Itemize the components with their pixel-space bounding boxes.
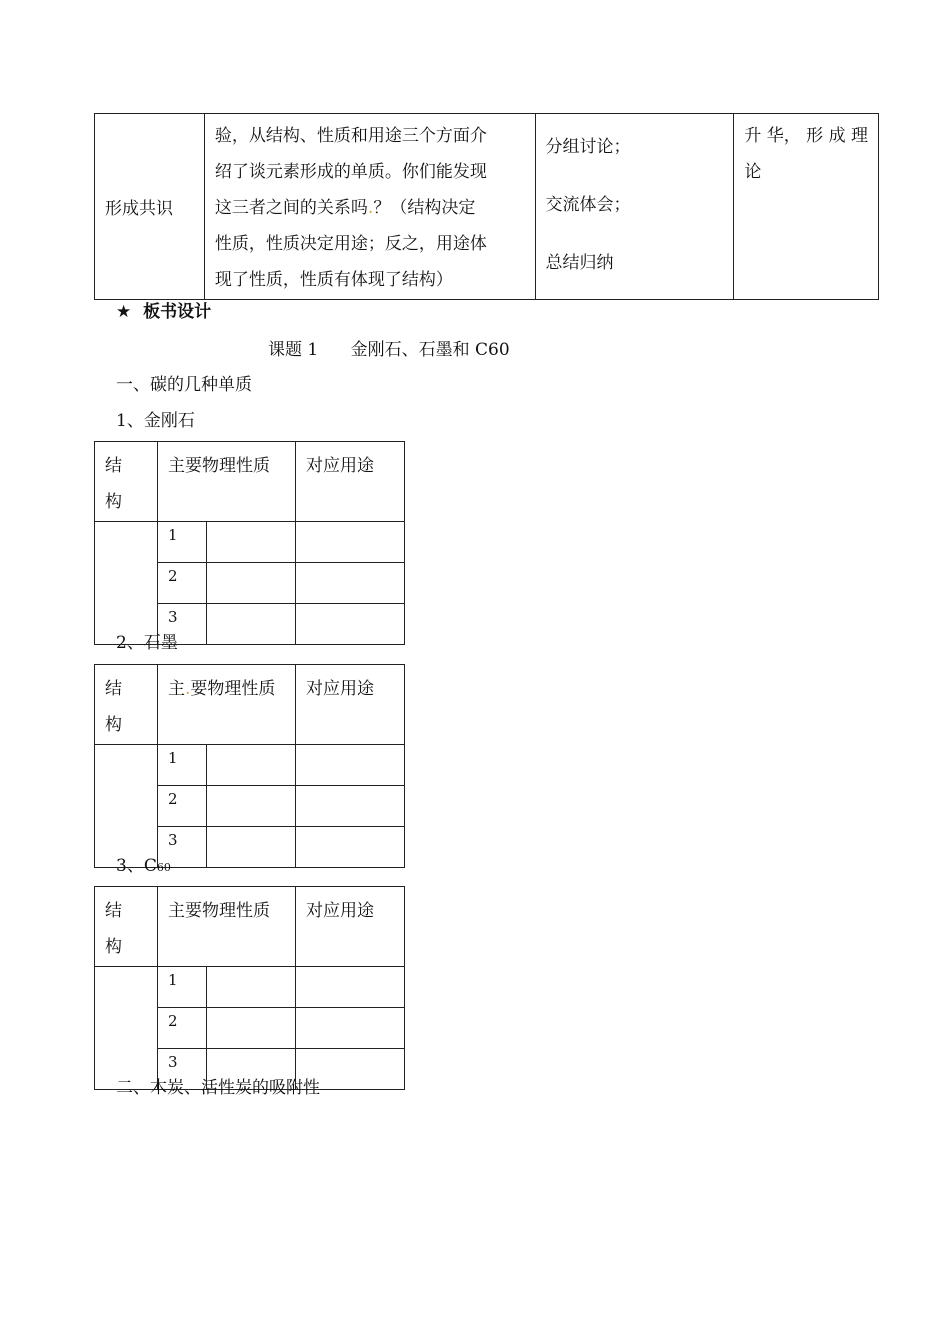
use-header: 对应用途 — [296, 887, 405, 967]
summary-label: 形成共识 — [105, 199, 173, 219]
activity-cell — [535, 114, 734, 300]
use-cell — [296, 522, 405, 563]
struct-header-cell: 结 构 — [95, 887, 158, 967]
prop-cell — [207, 563, 296, 604]
row-number: 1 — [158, 522, 207, 563]
row-number: 1 — [158, 745, 207, 786]
prop-cell — [207, 604, 296, 645]
heading-adsorption: 二、木炭、活性炭的吸附性 — [116, 1078, 320, 1098]
row-number: 1 — [158, 967, 207, 1008]
subheading-diamond: 1、金刚石 — [116, 411, 195, 431]
heading-carbon-elements: 一、碳的几种单质 — [116, 375, 252, 395]
props-header: 主要物理性质 — [158, 442, 296, 522]
graphite-table — [94, 664, 405, 868]
prop-cell — [207, 786, 296, 827]
use-cell — [296, 745, 405, 786]
subheading-c60: 3、C60 — [116, 856, 171, 876]
prop-cell — [207, 967, 296, 1008]
row-number: 2 — [158, 563, 207, 604]
prop-cell — [207, 522, 296, 563]
text-line: 绍了谈元素形成的单质。你们能发现 — [214, 162, 487, 182]
goal-line: 论 — [744, 162, 762, 182]
text-segment: 这三者之间的关系吗 — [214, 198, 368, 218]
use-cell — [296, 604, 405, 645]
use-cell — [296, 786, 405, 827]
text-segment: ？（结构决定 — [373, 198, 476, 218]
star-icon: ★ — [116, 302, 132, 322]
row-number: 3 — [158, 604, 207, 645]
row-number: 2 — [158, 1008, 207, 1049]
struct-header-cell: 结 构 — [95, 665, 158, 745]
c60-table — [94, 886, 405, 1090]
struct-cell — [95, 522, 158, 645]
struct-cell — [95, 745, 158, 868]
summary-table — [94, 113, 879, 300]
use-header: 对应用途 — [296, 665, 405, 745]
props-header: 主要物理性质 — [158, 887, 296, 967]
row-number: 3 — [158, 827, 207, 868]
diamond-table — [94, 441, 405, 645]
activity-item: 分组讨论； — [545, 137, 631, 157]
use-cell — [296, 1008, 405, 1049]
text-line: 性质，性质决定用途；反之，用途体 — [214, 234, 487, 254]
use-cell — [296, 967, 405, 1008]
text-line — [215, 190, 527, 226]
activity-item: 总结归纳 — [545, 253, 614, 273]
row-number: 2 — [158, 786, 207, 827]
use-cell — [296, 827, 405, 868]
prop-cell — [207, 745, 296, 786]
activity-item: 交流体会； — [545, 195, 631, 215]
prop-cell — [207, 1008, 296, 1049]
section-heading — [116, 297, 211, 322]
marker-dot: . — [367, 198, 374, 218]
section-title: 板书设计 — [143, 302, 212, 322]
marker-dot: . — [185, 679, 191, 699]
summary-label-cell — [95, 114, 205, 300]
struct-header-cell: 结 构 — [95, 442, 158, 522]
use-cell — [296, 563, 405, 604]
props-header: 主.要物理性质 — [158, 665, 296, 745]
summary-text-cell — [204, 114, 535, 300]
prop-cell — [207, 827, 296, 868]
row-number: 3 — [158, 1049, 207, 1090]
subheading-graphite: 2、石墨 — [116, 633, 178, 653]
struct-cell — [95, 967, 158, 1090]
goal-line: 升 华， 形 成 理 — [744, 126, 868, 146]
text-line: 验，从结构、性质和用途三个方面介 — [214, 126, 487, 146]
goal-cell — [734, 114, 879, 300]
use-header: 对应用途 — [296, 442, 405, 522]
text-line: 现了性质，性质有体现了结构） — [214, 270, 453, 290]
lesson-title: 课题 1 金刚石、石墨和 C60 — [268, 340, 510, 360]
